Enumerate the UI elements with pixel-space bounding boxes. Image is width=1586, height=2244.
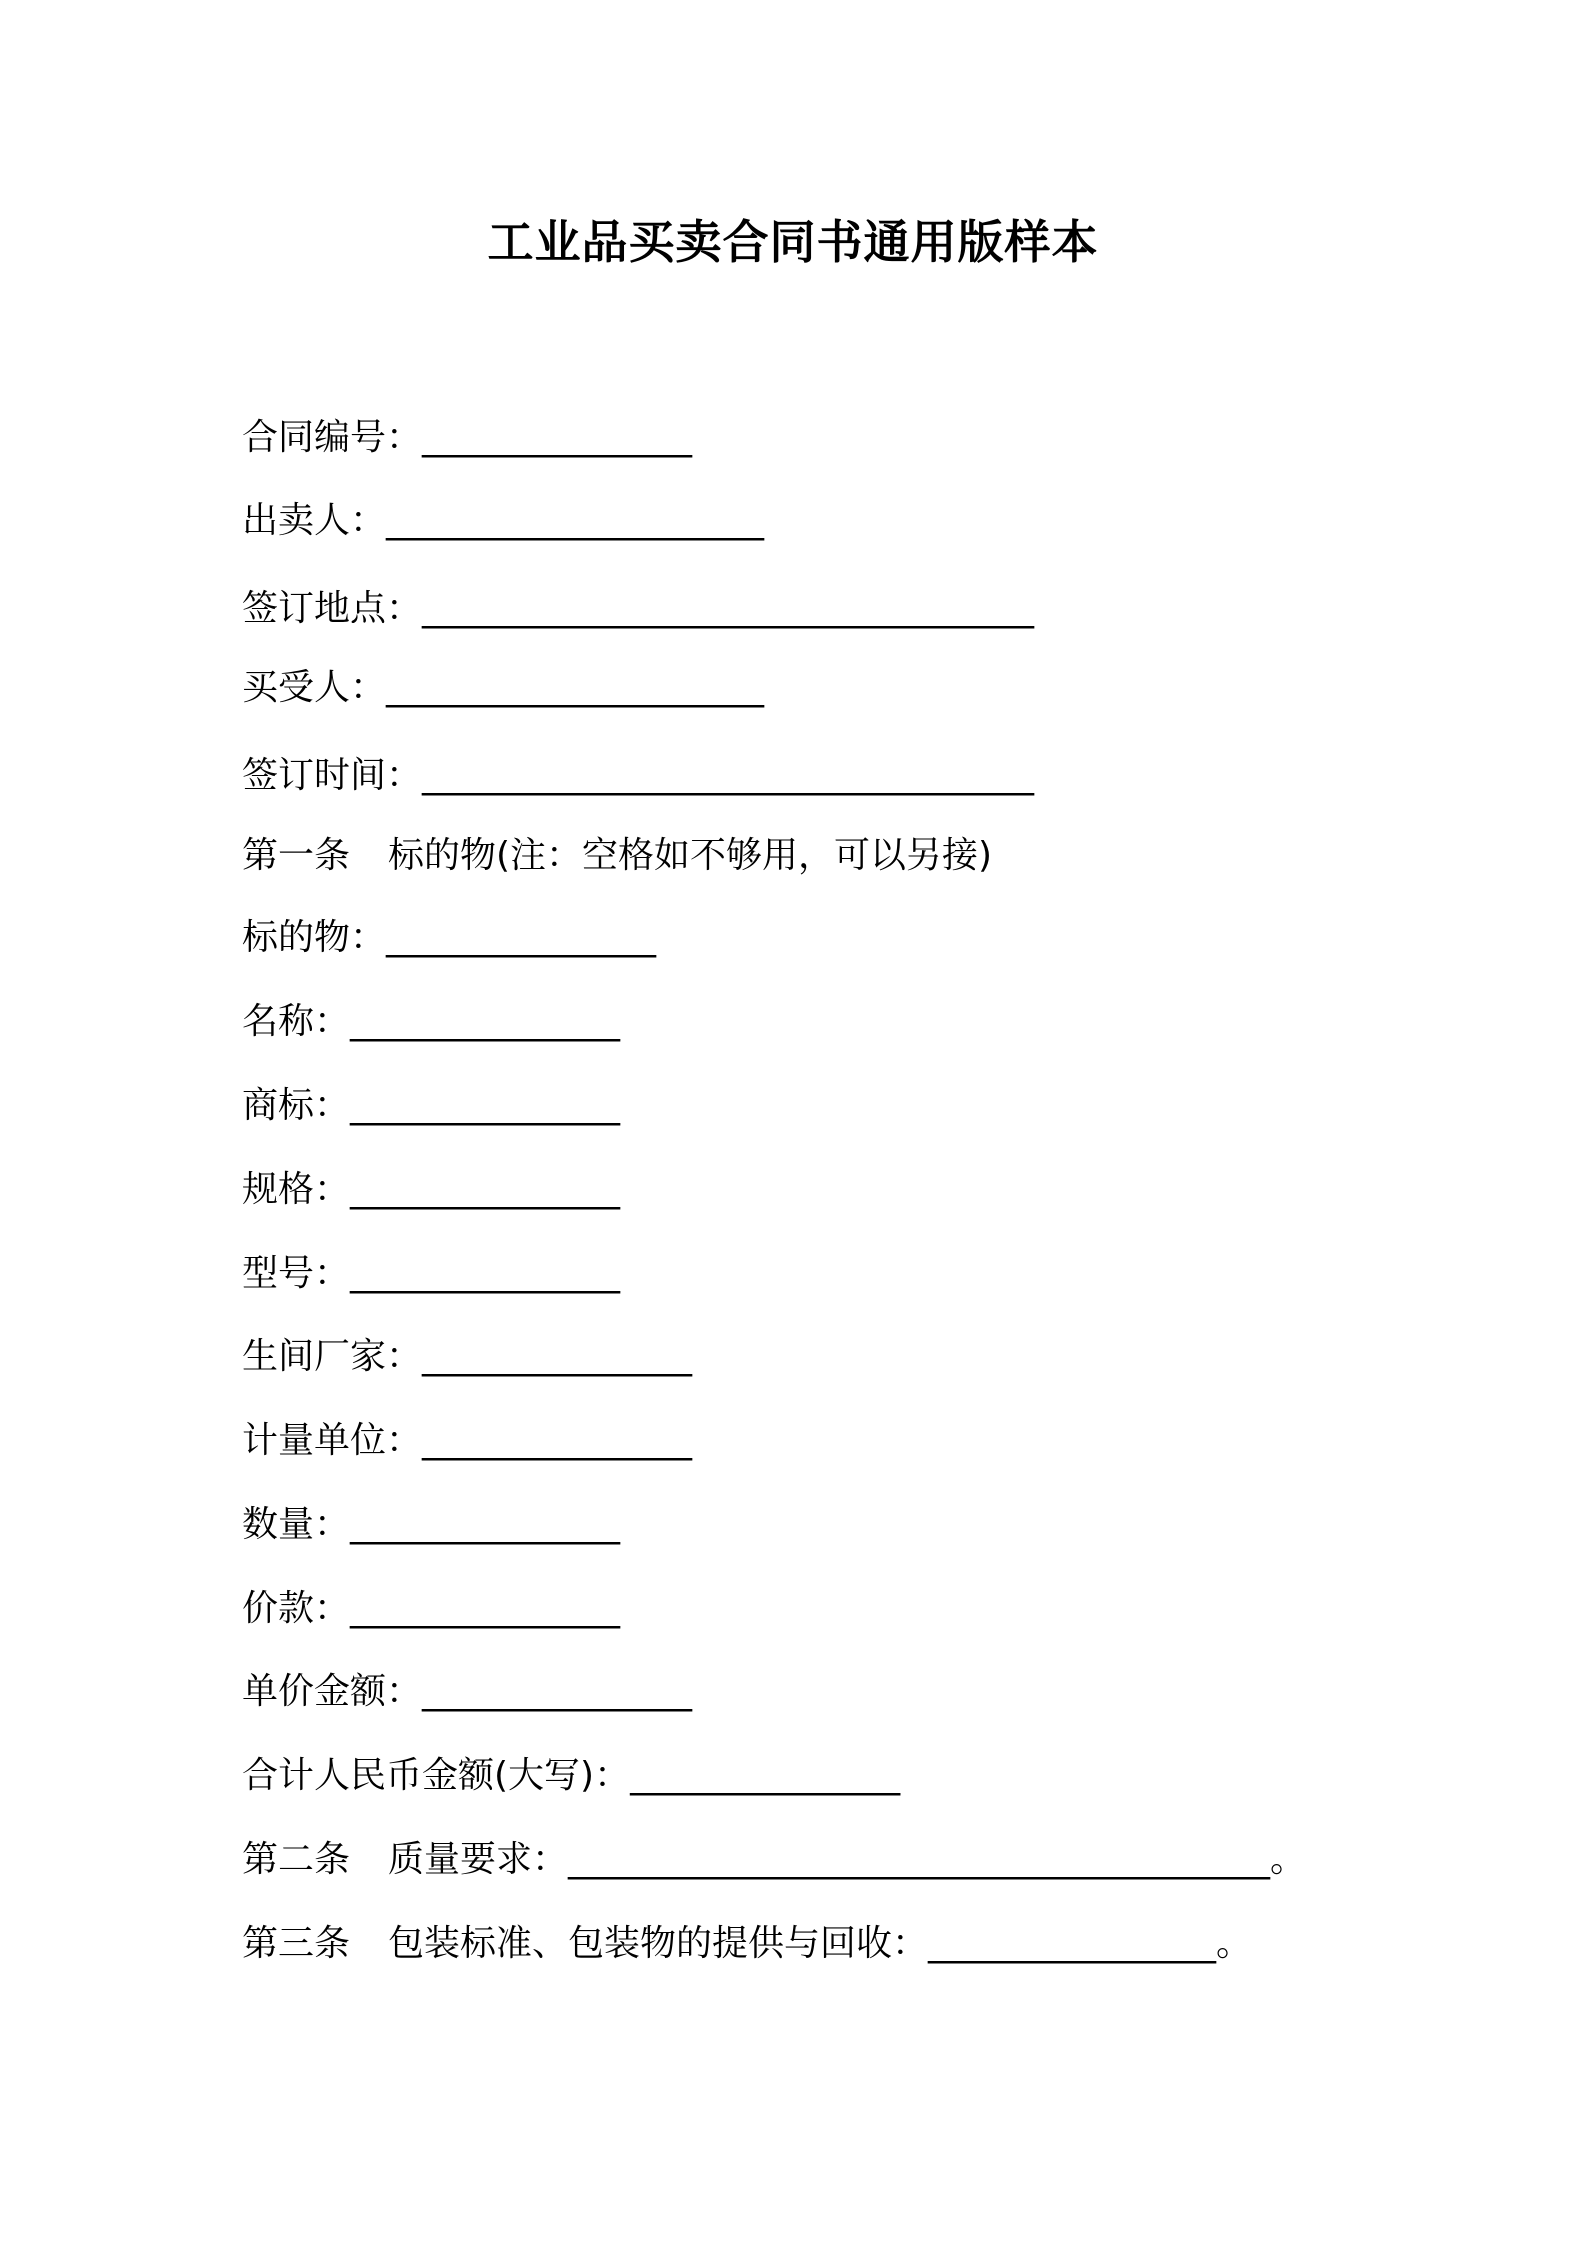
total-amount-rmb-field: 合计人民币金额(大写)：_______________ [242,1755,901,1796]
manufacturer-field: 生间厂家：_______________ [242,1336,693,1377]
article-1 [242,832,992,880]
article-1-text: 标的物(注：空格如不够用，可以另接) [388,835,993,876]
subject-matter-field: 标的物：_______________ [242,917,657,958]
contract-number-field: 合同编号：_______________ [242,417,693,458]
specification-field: 规格：_______________ [242,1169,621,1210]
signing-place-field: 签订地点：__________________________________ [242,588,1035,629]
name-field: 名称：_______________ [242,1001,621,1042]
quantity-field: 数量：_______________ [242,1504,621,1545]
measurement-unit-field: 计量单位：_______________ [242,1420,693,1461]
buyer-field: 买受人：_____________________ [242,667,765,708]
unit-price-field: 单价金额：_______________ [242,1671,693,1712]
article-3-heading: 第三条 [242,1923,351,1964]
trademark-field: 商标：_______________ [242,1085,621,1126]
seller-field: 出卖人：_____________________ [242,500,765,541]
article-3 [242,1920,1252,1968]
article-1-heading: 第一条 [242,835,351,876]
article-3-text: 包装标准、包装物的提供与回收：________________。 [388,1923,1253,1964]
model-field: 型号：_______________ [242,1253,621,1294]
document-title: 工业品买卖合同书通用版样本 [487,215,1099,269]
article-2 [242,1836,1306,1884]
price-field: 价款：_______________ [242,1588,621,1629]
article-2-text: 质量要求：_______________________________________。 [388,1839,1307,1880]
signing-time-field: 签订时间：__________________________________ [242,755,1035,796]
article-2-heading: 第二条 [242,1839,351,1880]
